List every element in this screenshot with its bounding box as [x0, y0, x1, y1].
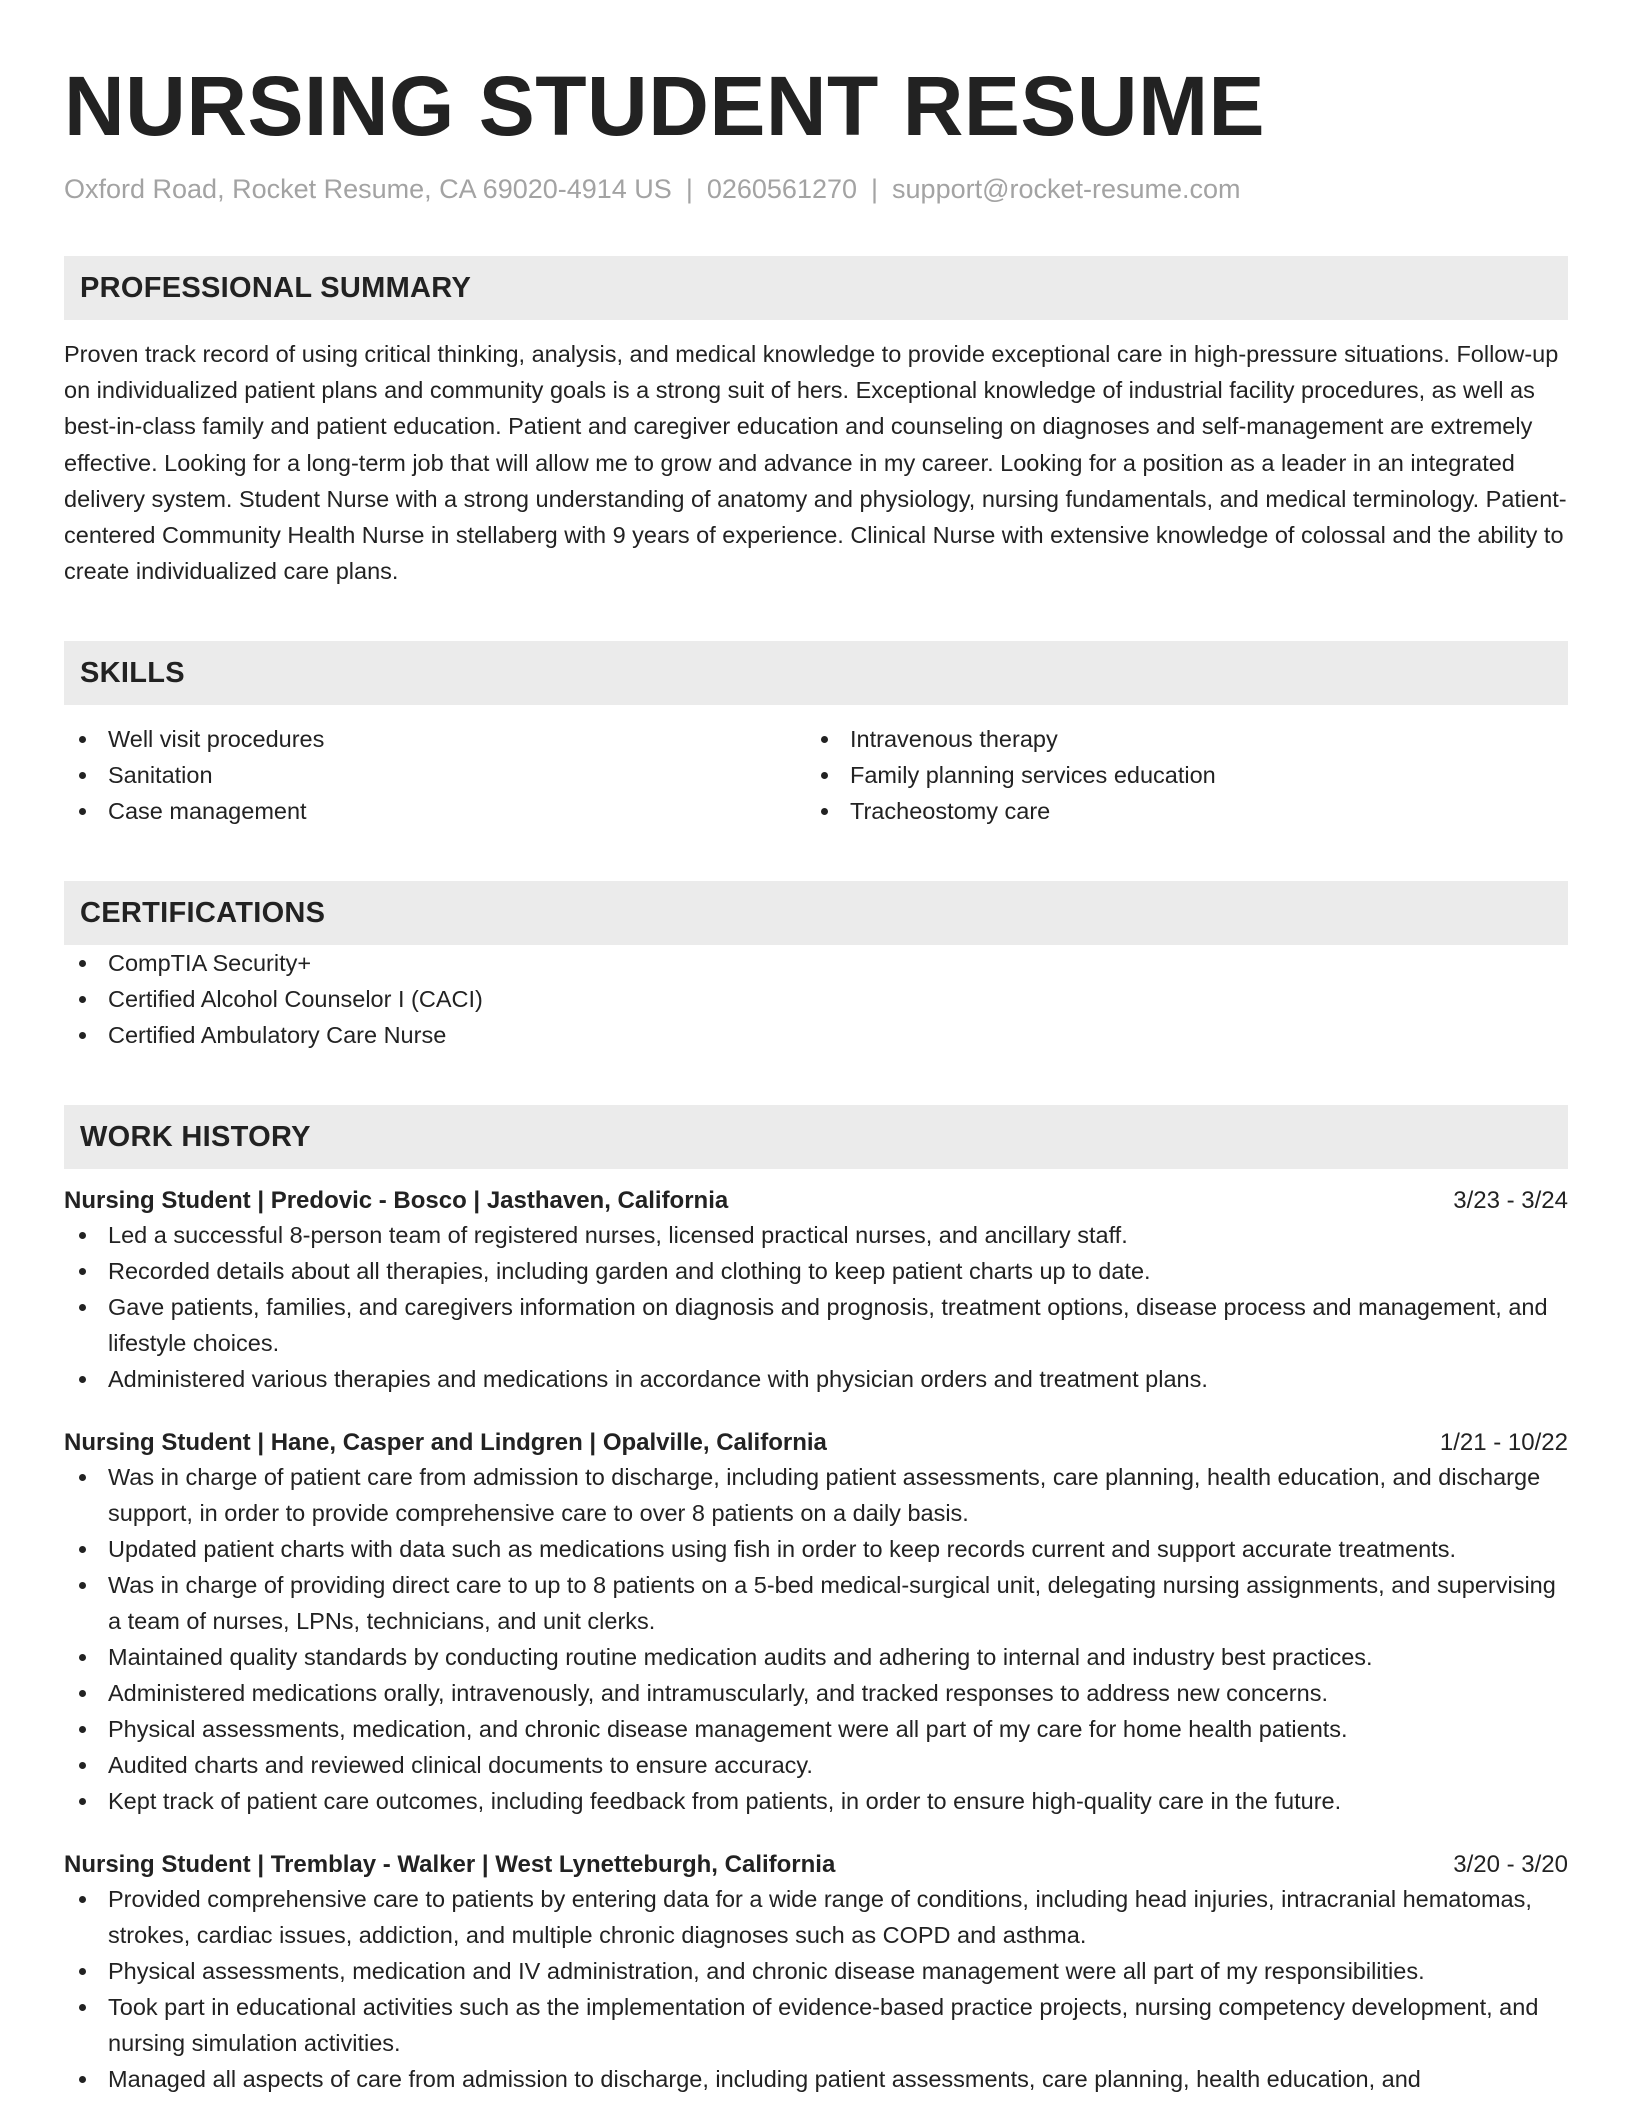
skill-item: Case management — [64, 793, 806, 829]
duty-item: Was in charge of patient care from admission to discharge, including patient assessments, care planning, health education, and discharge support, in order to provide comprehensive care to over 8 patients on a daily basis. — [64, 1459, 1568, 1531]
skill-item: Tracheostomy care — [806, 793, 1548, 829]
job-title: Nursing Student | Hane, Casper and Lindgren | Opalville, California — [64, 1429, 827, 1457]
duty-item: Led a successful 8-person team of registered nurses, licensed practical nurses, and ancillary staff. — [64, 1217, 1568, 1253]
job-entry — [64, 1185, 1568, 1397]
certification-item: Certified Alcohol Counselor I (CACI) — [64, 981, 1568, 1017]
duty-item: Gave patients, families, and caregivers information on diagnosis and prognosis, treatment options, disease process and management, and lifestyle choices. — [64, 1289, 1568, 1361]
job-duties-list — [64, 1217, 1568, 1397]
job-dates: 3/23 - 3/24 — [1453, 1187, 1568, 1215]
duty-item: Administered medications orally, intravenously, and intramuscularly, and tracked responses to address new concerns. — [64, 1675, 1568, 1711]
section-header-certifications: CERTIFICATIONS — [64, 881, 1568, 945]
resume-title: NURSING STUDENT RESUME — [64, 59, 1266, 153]
contact-separator: | — [871, 174, 879, 204]
job-dates: 1/21 - 10/22 — [1439, 1429, 1568, 1457]
duty-item: Audited charts and reviewed clinical documents to ensure accuracy. — [64, 1747, 1568, 1783]
duty-item: Was in charge of providing direct care to up to 8 patients on a 5-bed medical-surgical unit, delegating nursing assignments, and supervising a team of nurses, LPNs, technicians, and unit clerks. — [64, 1567, 1568, 1639]
resume-page — [64, 0, 1568, 2097]
duty-item: Updated patient charts with data such as medications using fish in order to keep records current and support accurate treatments. — [64, 1531, 1568, 1567]
section-header-work-history: WORK HISTORY — [64, 1105, 1568, 1169]
job-duties-list — [64, 1881, 1568, 2097]
job-header — [64, 1849, 1568, 1881]
skill-item: Family planning services education — [806, 757, 1548, 793]
duty-item: Physical assessments, medication, and chronic disease management were all part of my care for home health patients. — [64, 1711, 1568, 1747]
duty-item: Provided comprehensive care to patients by entering data for a wide range of conditions, including head injuries, intracranial hematomas, strokes, cardiac issues, addiction, and multiple chronic diagnoses such as COPD and asthma. — [64, 1881, 1568, 1953]
job-entry — [64, 1427, 1568, 1819]
duty-item: Kept track of patient care outcomes, including feedback from patients, in order to ensure high-quality care in the future. — [64, 1783, 1568, 1819]
job-header — [64, 1427, 1568, 1459]
duty-item: Took part in educational activities such as the implementation of evidence-based practice projects, nursing competency development, and nursing simulation activities. — [64, 1989, 1568, 2061]
job-entry — [64, 1849, 1568, 2097]
certification-item: CompTIA Security+ — [64, 945, 1568, 981]
skills-list — [64, 721, 1568, 829]
contact-separator: | — [685, 174, 693, 204]
contact-phone: 0260561270 — [706, 174, 858, 204]
duty-item: Maintained quality standards by conducting routine medication audits and adhering to internal and industry best practices. — [64, 1639, 1568, 1675]
section-header-summary: PROFESSIONAL SUMMARY — [64, 256, 1568, 320]
job-title: Nursing Student | Tremblay - Walker | West Lynetteburgh, California — [64, 1851, 836, 1879]
skills-column-left — [64, 721, 806, 829]
skill-item: Sanitation — [64, 757, 806, 793]
summary-text: Proven track record of using critical thinking, analysis, and medical knowledge to provide exceptional care in high-pressure situations. Follow-up on individualized patient plans and community goals is a strong suit of hers. Exceptional knowledge of industrial facility procedures, as well as best-in-class family and patient education. Patient and caregiver education and counseling on diagnoses and self-management are extremely effective. Looking for a long-term job that will allow me to grow and advance in my career. Looking for a position as a leader in an integrated delivery system. Student Nurse with a strong understanding of anatomy and physiology, nursing fundamentals, and medical terminology. Patient-centered Community Health Nurse in stellaberg with 9 years of experience. Clinical Nurse with extensive knowledge of colossal and the ability to create individualized care plans. — [64, 341, 1567, 585]
contact-email: support@rocket-resume.com — [892, 174, 1241, 204]
certifications-list — [64, 945, 1568, 1053]
certification-item: Certified Ambulatory Care Nurse — [64, 1017, 1568, 1053]
job-duties-list — [64, 1459, 1568, 1819]
duty-item: Physical assessments, medication and IV administration, and chronic disease management were all part of my responsibilities. — [64, 1953, 1568, 1989]
job-title: Nursing Student | Predovic - Bosco | Jasthaven, California — [64, 1187, 729, 1215]
duty-item: Recorded details about all therapies, including garden and clothing to keep patient charts up to date. — [64, 1253, 1568, 1289]
skills-column-right — [806, 721, 1548, 829]
contact-address: Oxford Road, Rocket Resume, CA 69020-4914 US — [64, 174, 672, 204]
skill-item: Well visit procedures — [64, 721, 806, 757]
duty-item: Administered various therapies and medications in accordance with physician orders and treatment plans. — [64, 1361, 1568, 1397]
section-header-skills: SKILLS — [64, 641, 1568, 705]
job-header — [64, 1185, 1568, 1217]
skill-item: Intravenous therapy — [806, 721, 1548, 757]
duty-item: Managed all aspects of care from admission to discharge, including patient assessments, care planning, health education, and — [64, 2061, 1568, 2097]
contact-line — [64, 172, 1568, 206]
job-dates: 3/20 - 3/20 — [1453, 1851, 1568, 1879]
